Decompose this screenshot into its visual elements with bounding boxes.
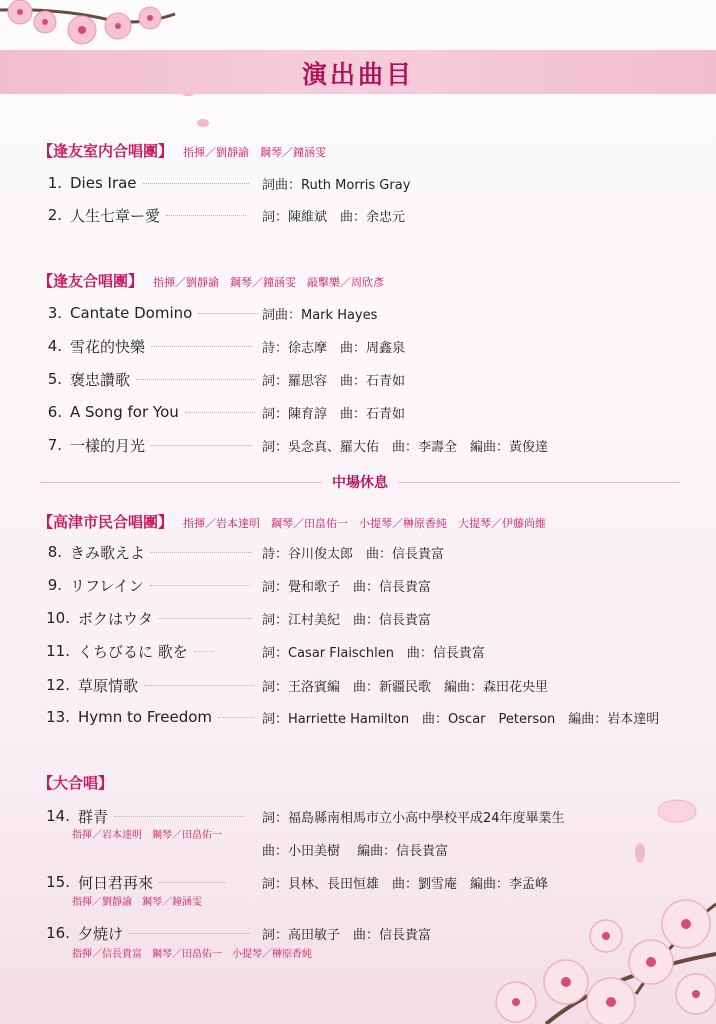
- group-header: [38, 140, 326, 161]
- item-performers: 指揮／劉靜諭 鋼琴／鐘涵雯: [72, 897, 202, 908]
- song-credit: 詞：高田敏子 曲：信長貴富: [262, 927, 432, 943]
- item-number: 13.: [46, 708, 70, 726]
- cherry-blossom-cluster-bottom-right: [486, 874, 716, 1024]
- song-credit: 詞：王洛賓編 曲：新疆民歌 編曲：森田花央里: [262, 679, 549, 695]
- item-number: 1.: [47, 174, 62, 192]
- song-title: 一樣的月光: [70, 436, 146, 455]
- falling-petal-icon: [196, 118, 210, 128]
- song-credit: 詞：覺和歌子 曲：信長貴富: [262, 579, 432, 595]
- program-item: [40, 399, 700, 425]
- leader-dots: [198, 313, 258, 314]
- item-performers: 指揮／岩本達明 鋼琴／田畠佑一: [72, 830, 222, 841]
- item-number: 10.: [46, 609, 70, 627]
- group-name: 【逢友合唱團】: [38, 272, 144, 290]
- program-item: [40, 366, 700, 392]
- item-number: 3.: [47, 304, 62, 322]
- falling-petal-icon: [656, 796, 698, 826]
- item-performers: 指揮／信長貴富 鋼琴／田畠佑一 小提琴／榊原香純: [72, 949, 312, 960]
- song-title: リフレイン: [70, 576, 144, 595]
- leader-dots: [159, 882, 225, 883]
- leader-dots: [151, 445, 251, 446]
- page-title: 演出曲目: [301, 60, 414, 89]
- item-number: 2.: [47, 206, 62, 224]
- group-name: 【大合唱】: [38, 774, 114, 792]
- song-title: Cantate Domino: [70, 304, 193, 322]
- group-header: [38, 511, 546, 532]
- item-number: 15.: [46, 873, 70, 891]
- item-number: 16.: [46, 924, 70, 942]
- item-number: 7.: [47, 436, 62, 454]
- item-number: 4.: [47, 337, 62, 355]
- program-item: [40, 432, 700, 458]
- song-credit: 詞：Harriette Hamilton 曲：Oscar Peterson 編曲：岩本達明: [262, 711, 660, 727]
- song-credit: 詞：江村美紀 曲：信長貴富: [262, 612, 432, 628]
- leader-dots: [136, 379, 256, 380]
- song-credit: 詞：羅思容 曲：石青如: [262, 373, 406, 389]
- program-item: [40, 539, 700, 565]
- leader-dots: [150, 585, 250, 586]
- leader-dots: [143, 183, 249, 184]
- program-item: [40, 202, 700, 228]
- group-name: 【逢友室内合唱團】: [38, 142, 174, 160]
- song-title: 雪花的快樂: [70, 337, 146, 356]
- intermission-label: 中場休息: [332, 475, 388, 491]
- program-item: [40, 300, 700, 326]
- item-number: 5.: [47, 370, 62, 388]
- group-name: 【高津市民合唱團】: [38, 513, 174, 531]
- item-number: 11.: [46, 642, 70, 660]
- program-item: [40, 638, 700, 664]
- item-number: 14.: [46, 807, 70, 825]
- song-credit-continued: [262, 836, 682, 862]
- leader-dots: [185, 412, 255, 413]
- falling-petal-icon: [632, 842, 648, 864]
- program-item: [40, 672, 700, 698]
- leader-dots: [159, 618, 251, 619]
- song-credit: 詞：陳育諄 曲：石青如: [262, 406, 406, 422]
- song-title: くちびるに 歌を: [78, 642, 188, 661]
- song-title: 草原情歌: [78, 676, 139, 695]
- item-number: 6.: [47, 403, 62, 421]
- song-title: Dies Irae: [70, 174, 137, 192]
- item-number: 9.: [47, 576, 62, 594]
- group-header: [38, 270, 384, 291]
- song-credit: 詞：吳念真、羅大佑 曲：李壽全 編曲：黃俊達: [262, 439, 549, 455]
- song-title: 褒忠讚歌: [70, 370, 131, 389]
- program-item: [40, 704, 700, 730]
- program-item: [40, 170, 700, 196]
- song-credit: 詞：Casar Flaischlen 曲：信長貴富: [262, 645, 485, 661]
- song-title: ボクはウタ: [78, 609, 153, 628]
- leader-dots: [218, 717, 254, 718]
- song-title: 群青: [78, 807, 109, 826]
- song-title: A Song for You: [70, 403, 179, 421]
- group-credits: 指揮／劉靜諭 鋼琴／鐘涵雯: [183, 146, 327, 159]
- leader-dots: [151, 552, 251, 553]
- group-header: [38, 772, 113, 793]
- program-item: [40, 572, 700, 598]
- leader-dots: [129, 933, 249, 934]
- leader-dots: [151, 346, 251, 347]
- song-title: 人生七章ー愛: [70, 206, 161, 225]
- item-number: 8.: [47, 543, 62, 561]
- song-credit: 詞：福島縣南相馬市立小高中學校平成24年度畢業生: [262, 810, 565, 826]
- divider-line: [398, 482, 680, 483]
- song-title: 夕焼け: [78, 924, 124, 943]
- leader-dots: [114, 816, 244, 817]
- song-title: きみ歌えよ: [70, 543, 146, 562]
- song-credit: 詞：貝林、長田恒雄 曲：劉雪庵 編曲：李孟峰: [262, 876, 549, 892]
- song-credit: 詞曲：Ruth Morris Gray: [262, 177, 411, 193]
- leader-dots: [166, 215, 246, 216]
- leader-dots: [194, 651, 214, 652]
- song-credit: 詩：徐志摩 曲：周鑫泉: [262, 340, 406, 356]
- song-credit: 詩：谷川俊太郎 曲：信長貴富: [262, 546, 445, 562]
- intermission-divider: [40, 472, 680, 492]
- group-credits: 指揮／劉靜諭 鋼琴／鐘涵雯 敲擊樂／周欣彥: [153, 276, 385, 289]
- program-item: [40, 333, 700, 359]
- song-credit-line2: 曲：小田美樹 編曲：信長貴富: [262, 843, 449, 859]
- group-credits: 指揮／岩本達明 鋼琴／田畠佑一 小提琴／榊原香純 大提琴／伊藤尚維: [183, 517, 547, 530]
- song-credit: 詞：陳維斌 曲：余忠元: [262, 209, 406, 225]
- item-number: 12.: [46, 676, 70, 694]
- song-credit: 詞曲：Mark Hayes: [262, 307, 378, 323]
- song-title: Hymn to Freedom: [78, 708, 213, 726]
- divider-line: [40, 482, 322, 483]
- song-title: 何日君再來: [78, 873, 154, 892]
- program-item: [40, 605, 700, 631]
- leader-dots: [144, 685, 254, 686]
